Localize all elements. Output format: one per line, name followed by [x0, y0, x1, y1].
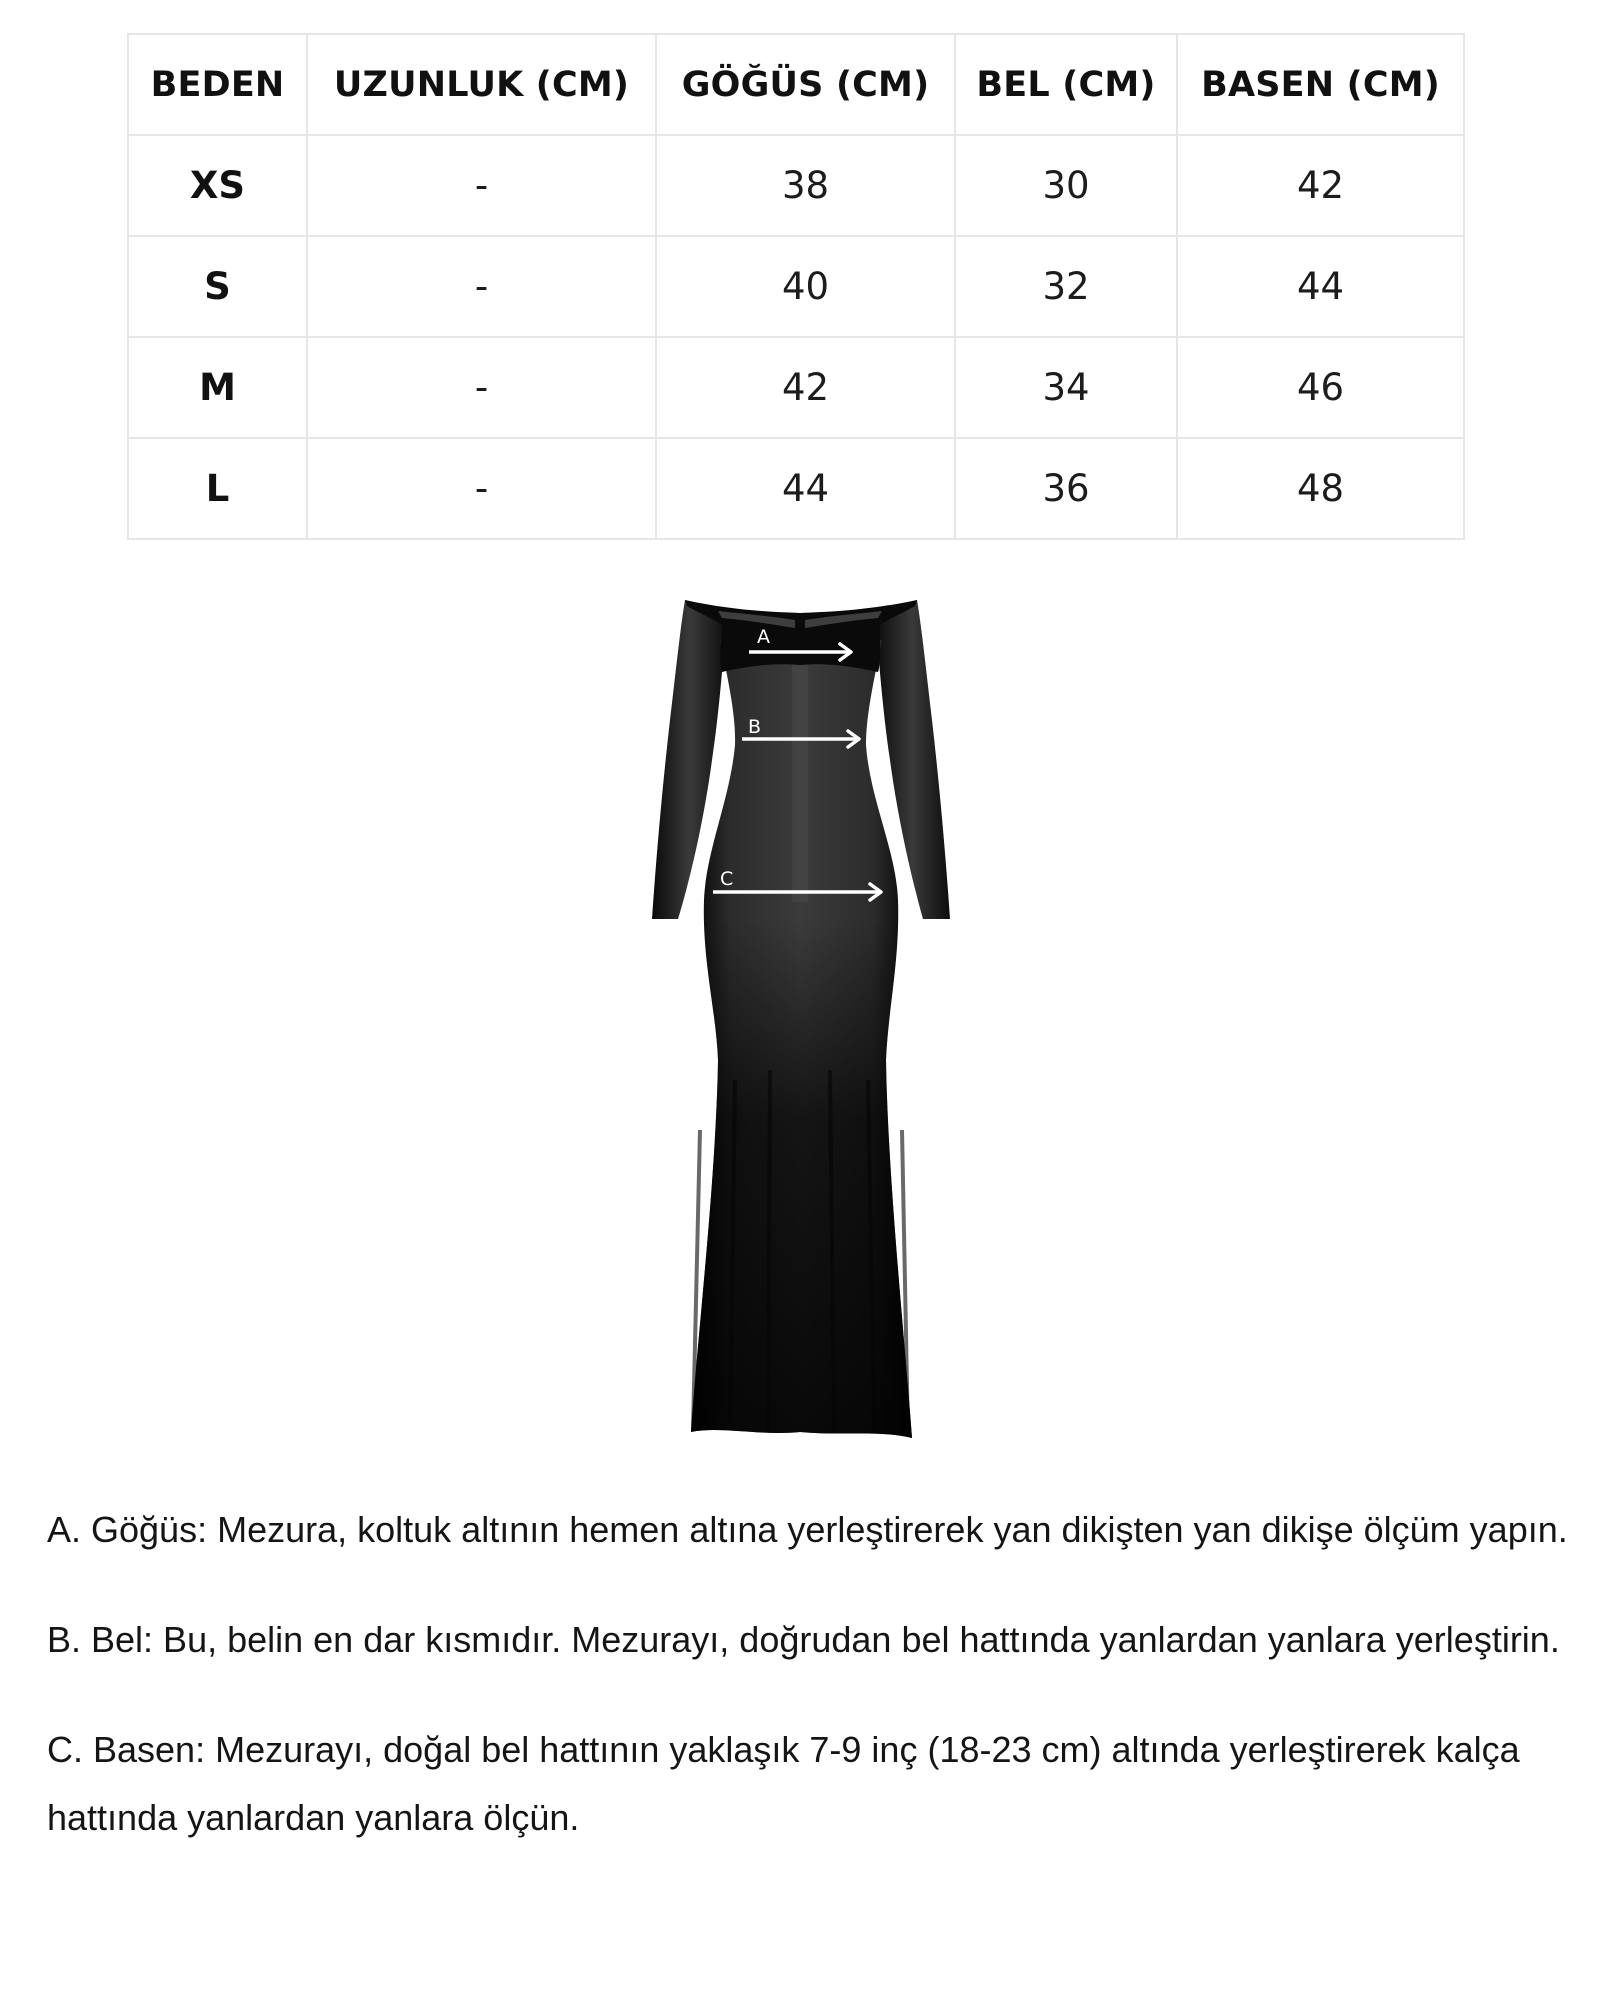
cell-hip: 46 — [1177, 337, 1464, 438]
cell-length: - — [307, 236, 656, 337]
cell-hip: 42 — [1177, 135, 1464, 236]
table-row — [128, 135, 1464, 236]
dress-measurement-figure — [600, 580, 1000, 1460]
cell-waist: 30 — [955, 135, 1177, 236]
cell-length: - — [307, 135, 656, 236]
cell-size: XS — [128, 135, 307, 236]
header-size: BEDEN — [128, 34, 307, 135]
measurement-instructions — [47, 1496, 1577, 1894]
instruction-chest: A. Göğüs: Mezura, koltuk altının hemen altına yerleştirerek yan dikişten yan dikişe ölçüm yapın. — [47, 1509, 1568, 1550]
marker-label-c: C — [720, 868, 734, 890]
marker-label-a: A — [757, 626, 770, 648]
cell-length: - — [307, 337, 656, 438]
cell-size: L — [128, 438, 307, 539]
table-row — [128, 438, 1464, 539]
cell-chest: 42 — [656, 337, 955, 438]
size-chart-table — [127, 33, 1465, 540]
cell-chest: 44 — [656, 438, 955, 539]
cell-waist: 34 — [955, 337, 1177, 438]
table-row — [128, 236, 1464, 337]
table-header-row — [128, 34, 1464, 135]
cell-chest: 40 — [656, 236, 955, 337]
zip-strip — [792, 660, 808, 902]
marker-label-b: B — [748, 716, 762, 738]
header-length: UZUNLUK (CM) — [307, 34, 656, 135]
instruction-hip: C. Basen: Mezurayı, doğal bel hattının yaklaşık 7-9 inç (18-23 cm) altında yerleştirerek kalça hattında yanlardan yanlara ölçün. — [47, 1729, 1520, 1838]
cell-waist: 32 — [955, 236, 1177, 337]
cell-length: - — [307, 438, 656, 539]
cell-hip: 48 — [1177, 438, 1464, 539]
cell-size: S — [128, 236, 307, 337]
cell-size: M — [128, 337, 307, 438]
cell-waist: 36 — [955, 438, 1177, 539]
header-hip: BASEN (CM) — [1177, 34, 1464, 135]
instruction-waist: B. Bel: Bu, belin en dar kısmıdır. Mezurayı, doğrudan bel hattında yanlardan yanlara yerleştirin. — [47, 1619, 1560, 1660]
table-row — [128, 337, 1464, 438]
header-chest: GÖĞÜS (CM) — [656, 34, 955, 135]
cell-hip: 44 — [1177, 236, 1464, 337]
cell-chest: 38 — [656, 135, 955, 236]
header-waist: BEL (CM) — [955, 34, 1177, 135]
